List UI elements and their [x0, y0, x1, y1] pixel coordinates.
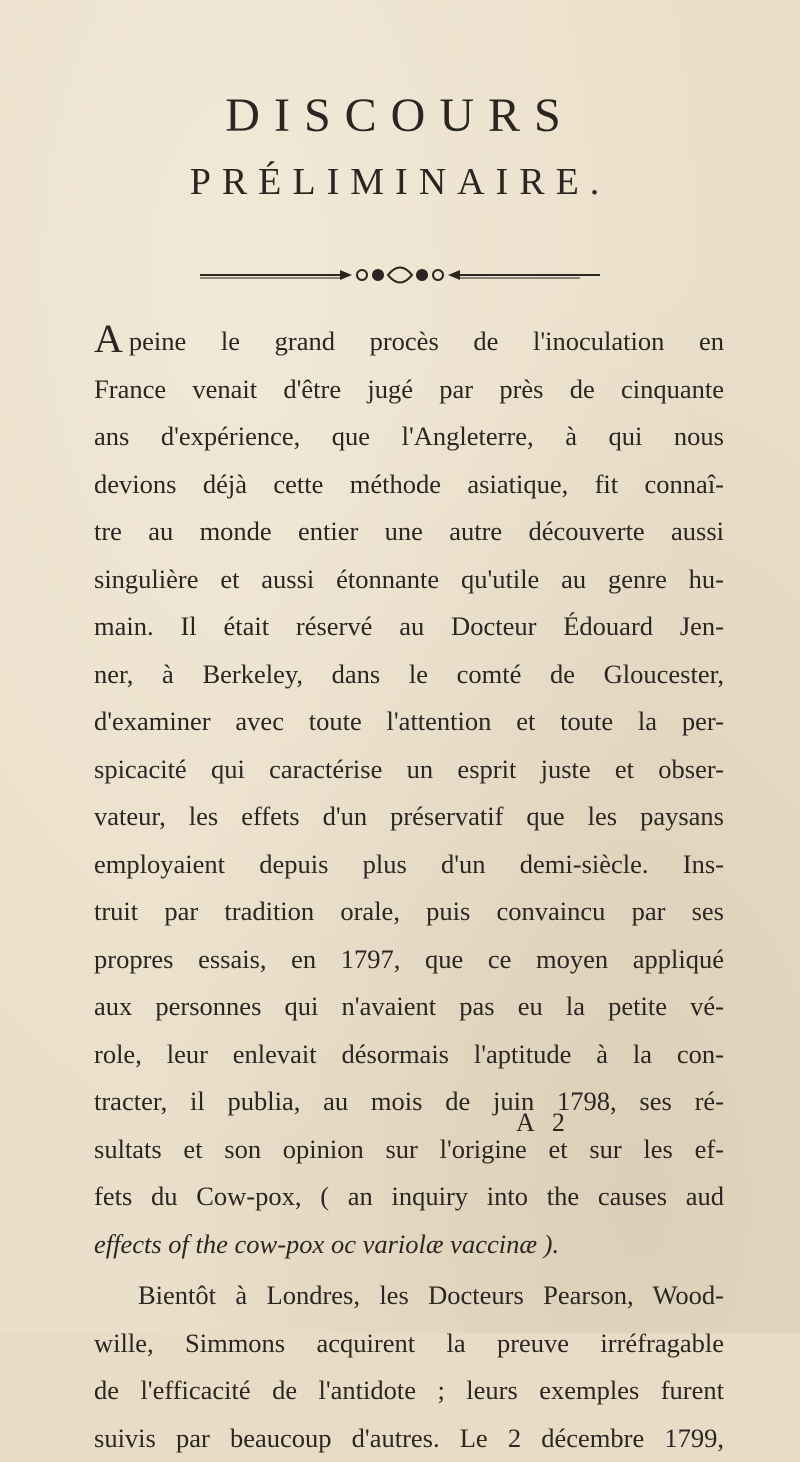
text-line: d'examiner avec toute l'attention et toute la per-: [94, 698, 724, 746]
text-line: tracter, il publia, au mois de juin 1798, ses ré-: [94, 1078, 724, 1126]
text-line: ner, à Berkeley, dans le comté de Gloucester,: [94, 651, 724, 699]
text-line: truit par tradition orale, puis convaincu par ses: [94, 888, 724, 936]
text-line: employaient depuis plus d'un demi-siècle. Ins-: [94, 841, 724, 889]
text-line: role, leur enlevait désormais l'aptitude à la con-: [94, 1031, 724, 1079]
text-line: Bientôt à Londres, les Docteurs Pearson, Wood-: [94, 1272, 724, 1320]
text-line: singulière et aussi étonnante qu'utile au genre hu-: [94, 556, 724, 604]
text-line: Apeine le grand procès de l'inoculation en: [94, 318, 724, 366]
text-line: ans d'expérience, que l'Angleterre, à qui nous: [94, 413, 724, 461]
body-text: [94, 318, 724, 1462]
text-line: effects of the cow-pox oc variolæ vaccinæ ).: [94, 1221, 724, 1269]
text-line: spicacité qui caractérise un esprit juste et obser-: [94, 746, 724, 794]
text-line: propres essais, en 1797, que ce moyen appliqué: [94, 936, 724, 984]
drop-cap: A: [94, 316, 123, 361]
text-line: de l'efficacité de l'antidote ; leurs exemples furent: [94, 1367, 724, 1415]
text-line: suivis par beaucoup d'autres. Le 2 décembre 1799,: [94, 1415, 724, 1462]
text-line: devions déjà cette méthode asiatique, fit connaî-: [94, 461, 724, 509]
ornamental-rule: [200, 262, 600, 288]
text-line: vateur, les effets d'un préservatif que les paysans: [94, 793, 724, 841]
text-line: aux personnes qui n'avaient pas eu la petite vé-: [94, 983, 724, 1031]
heading-preliminaire: PRÉLIMINAIRE.: [0, 160, 800, 204]
text-line: fets du Cow-pox, ( an inquiry into the causes aud: [94, 1173, 724, 1221]
heading-discours: DISCOURS: [0, 88, 800, 143]
text-line: tre au monde entier une autre découverte aussi: [94, 508, 724, 556]
text-line: wille, Simmons acquirent la preuve irréfragable: [94, 1320, 724, 1368]
text-line: France venait d'être jugé par près de cinquante: [94, 366, 724, 414]
text-line: sultats et son opinion sur l'origine et sur les ef-: [94, 1126, 724, 1174]
text-line: main. Il était réservé au Docteur Édouard Jen-: [94, 603, 724, 651]
signature-mark: A 2: [516, 1108, 571, 1138]
